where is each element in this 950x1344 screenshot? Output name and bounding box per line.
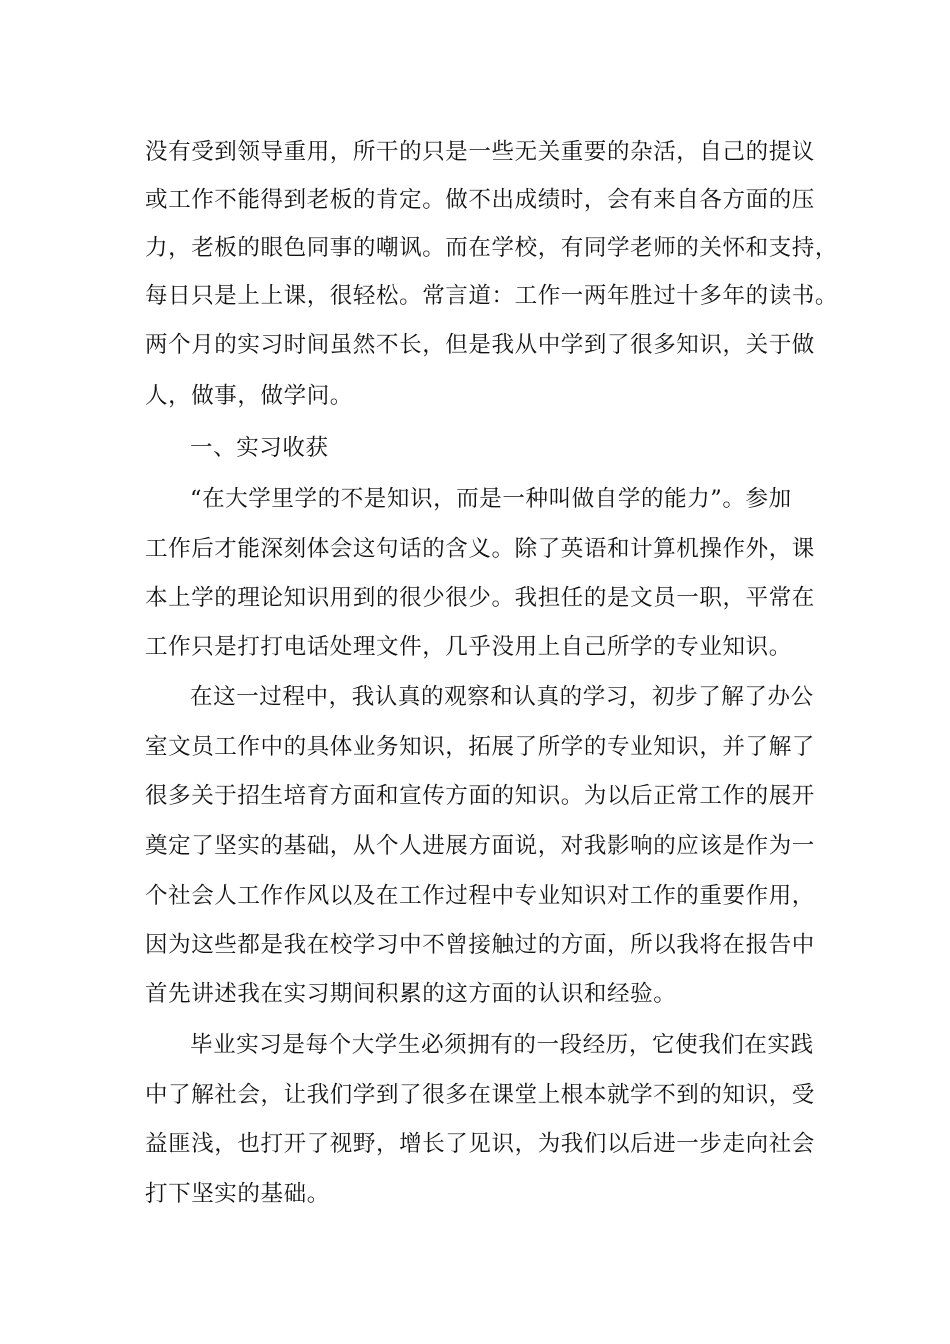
paragraph-line: 没有受到领导重用，所干的只是一些无关重要的杂活，自己的提议 — [145, 139, 815, 165]
paragraph-line: “在大学里学的不是知识，而是一种叫做自学的能力”。参加 — [190, 486, 792, 512]
paragraph-line: 工作只是打打电话处理文件，几乎没用上自己所学的专业知识。 — [145, 634, 792, 660]
paragraph-line: 在这一过程中，我认真的观察和认真的学习，初步了解了办公 — [190, 684, 814, 710]
paragraph-line: 因为这些都是我在校学习中不曾接触过的方面，所以我将在报告中 — [145, 932, 815, 958]
paragraph-line: 毕业实习是每个大学生必须拥有的一段经历，它使我们在实践 — [190, 1032, 814, 1058]
paragraph-line: 每日只是上上课，很轻松。常言道：工作一两年胜过十多年的读书。 — [145, 283, 839, 309]
paragraph-line: 很多关于招生培育方面和宣传方面的知识。为以后正常工作的展开 — [145, 783, 815, 809]
paragraph-line: 室文员工作中的具体业务知识，拓展了所学的专业知识，并了解了 — [145, 734, 815, 760]
paragraph-line: 个社会人工作作风以及在工作过程中专业知识对工作的重要作用， — [145, 883, 815, 909]
paragraph-line: 工作后才能深刻体会这句话的含义。除了英语和计算机操作外，课 — [145, 536, 815, 562]
paragraph-line: 益匪浅，也打开了视野，增长了见识，为我们以后进一步走向社会 — [145, 1131, 815, 1157]
paragraph-line: 或工作不能得到老板的肯定。做不出成绩时，会有来自各方面的压 — [145, 187, 815, 213]
paragraph-line: 两个月的实习时间虽然不长，但是我从中学到了很多知识，关于做 — [145, 332, 815, 358]
paragraph-line: 打下坚实的基础。 — [145, 1181, 330, 1207]
paragraph-line: 奠定了坚实的基础，从个人进展方面说，对我影响的应该是作为一 — [145, 833, 815, 859]
paragraph-line: 本上学的理论知识用到的很少很少。我担任的是文员一职，平常在 — [145, 585, 815, 611]
paragraph-line: 中了解社会，让我们学到了很多在课堂上根本就学不到的知识，受 — [145, 1082, 815, 1108]
paragraph-line: 首先讲述我在实习期间积累的这方面的认识和经验。 — [145, 981, 677, 1007]
section-heading: 一、实习收获 — [190, 435, 329, 461]
paragraph-line: 人，做事，做学问。 — [145, 383, 353, 409]
paragraph-line: 力，老板的眼色同事的嘲讽。而在学校，有同学老师的关怀和支持， — [145, 235, 839, 261]
